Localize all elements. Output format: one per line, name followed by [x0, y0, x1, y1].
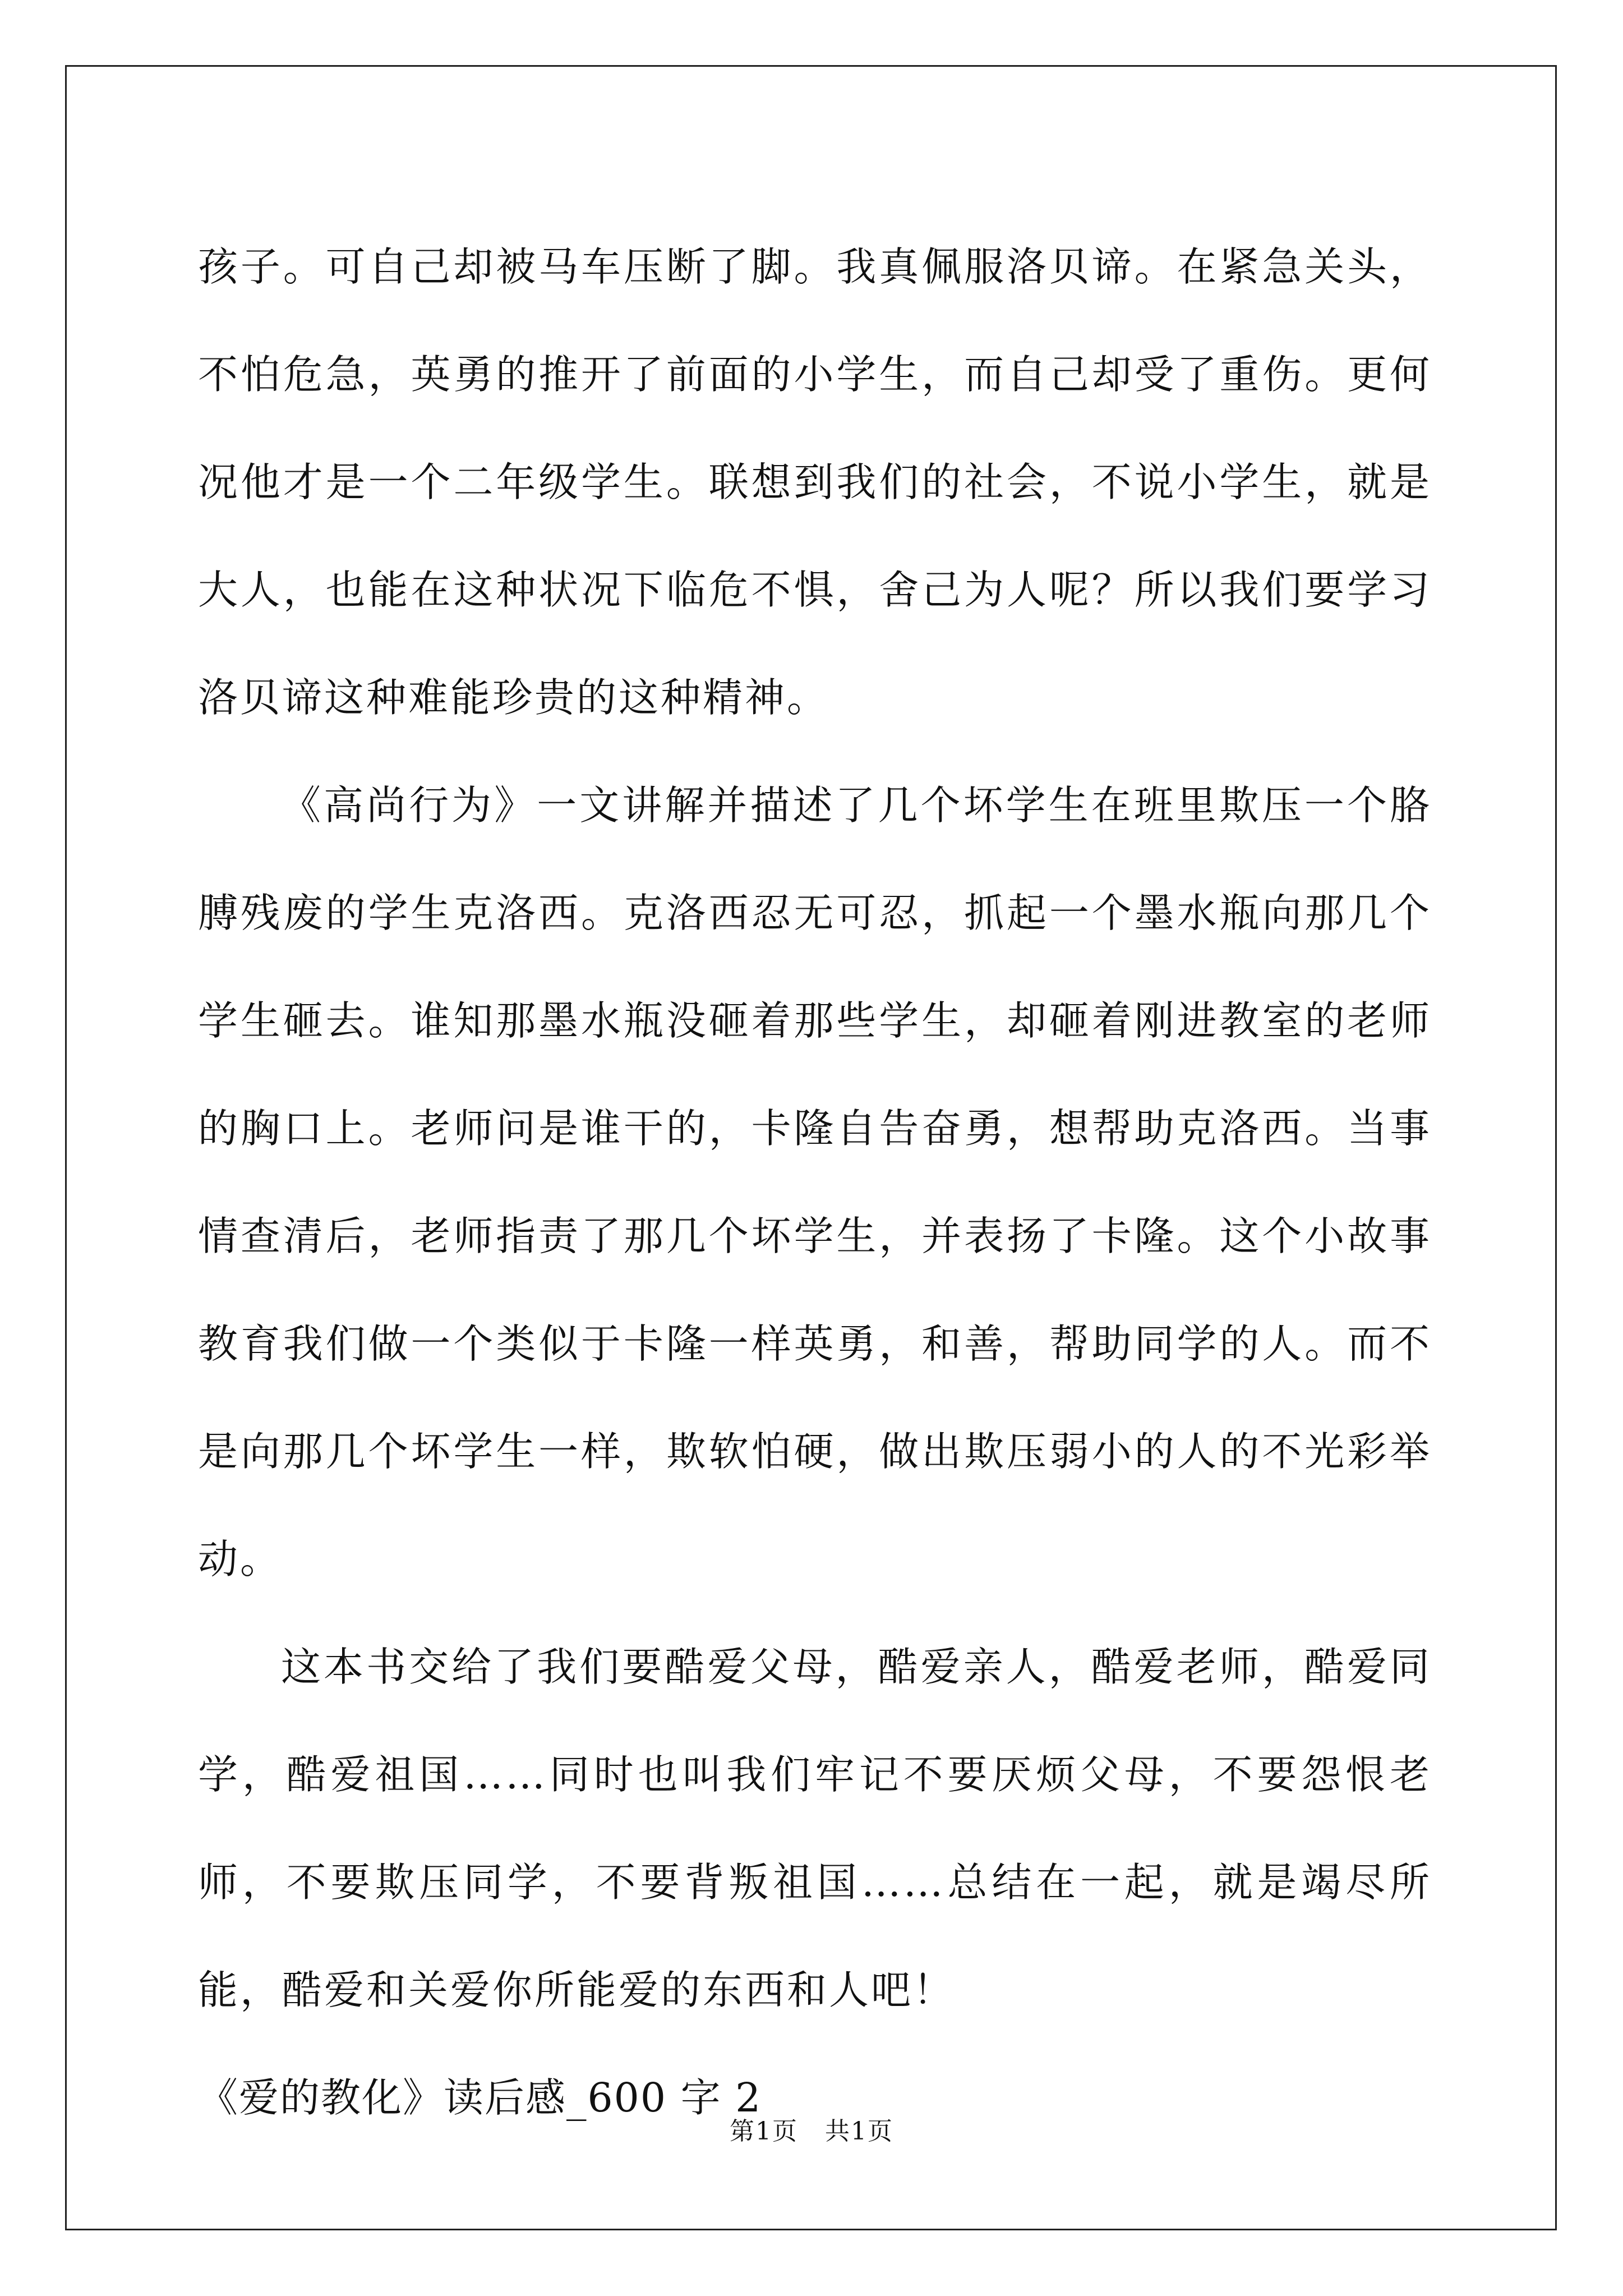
page-number-text: 第1页 共1页: [730, 2117, 893, 2146]
paragraph-3: 这本书交给了我们要酷爱父母，酷爱亲人，酷爱老师，酷爱同学，酷爱祖国……同时也叫我们牢记不要厌烦父母，不要怨恨老师，不要欺压同学，不要背叛祖国……总结在一起，就是竭尽所能，酷爱和关爱你所能爱的东西和人吧！: [198, 1644, 1432, 2013]
paragraph-1: 孩子。可自己却被马车压断了脚。我真佩服洛贝谛。在紧急关头，不怕危急，英勇的推开了前面的小学生，而自己却受了重伤。更何况他才是一个二年级学生。联想到我们的社会，不说小学生，就是大人，也能在这种状况下临危不惧，舍己为人呢？所以我们要学习洛贝谛这种难能珍贵的这种精神。: [198, 243, 1432, 721]
document-body: [198, 213, 1432, 2152]
paragraph-2: 《高尚行为》一文讲解并描述了几个坏学生在班里欺压一个胳膊残废的学生克洛西。克洛西忍无可忍，抓起一个墨水瓶向那几个学生砸去。谁知那墨水瓶没砸着那些学生，却砸着刚进教室的老师的胸口上。老师问是谁干的，卡隆自告奋勇，想帮助克洛西。当事情查清后，老师指责了那几个坏学生，并表扬了卡隆。这个小故事教育我们做一个类似于卡隆一样英勇，和善，帮助同学的人。而不是向那几个坏学生一样，欺软怕硬，做出欺压弱小的人的不光彩举动。: [198, 782, 1432, 1582]
section-heading: 《爱的教化》读后感_600 字 2: [198, 2074, 762, 2121]
page-footer: [0, 2115, 1623, 2148]
